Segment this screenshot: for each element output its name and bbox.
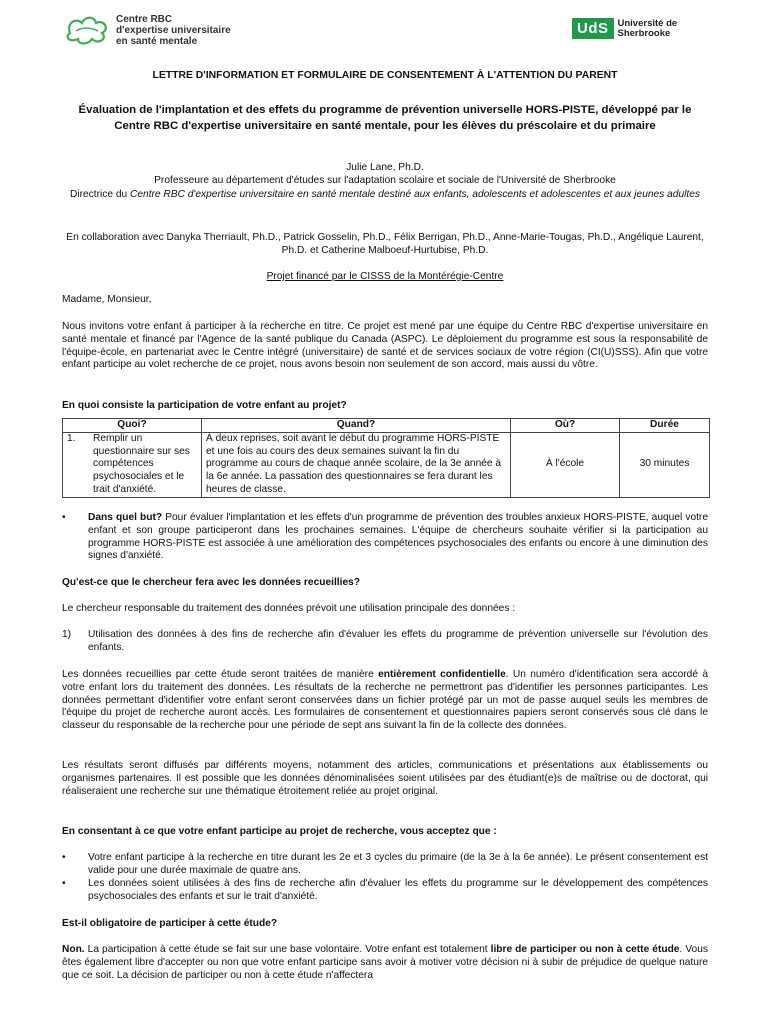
- voluntary-text-b: . Vous êtes également libre d'accepter ou non que votre enfant participe sans avoir à motiver votre décision ni à subir de préjudice de quelque nature que ce soit. La décision de participer ou non à cette étude n'affectera: [62, 944, 708, 981]
- bullet-icon: •: [62, 852, 66, 863]
- section3-heading: En consentant à ce que votre enfant participe au projet de recherche, vous acceptez que :: [62, 826, 497, 837]
- rbc-logo-text: [116, 14, 231, 47]
- uds-logo: [572, 18, 677, 39]
- confidentiality-paragraph: [62, 669, 708, 733]
- participation-table: [62, 418, 710, 498]
- funding-line: Projet financé par le CISSS de la Montérégie-Centre: [266, 271, 504, 282]
- confidentiality-text-b: . Un numéro d'identification sera accordé à votre enfant lors du traitement des données. Les résultats de la recherche ne permettront pas d'identifier les personnes participantes. Les données permettant d'identifier votre enfant seront conservées dans un fichier protégé par un mot de passe auquel seuls les membres de l'équipe du projet de recherche auront accès. Les formulaires de consentement et questionnaires papiers seront conservés sous clé dans le classeur du responsable de la recherche pour une période de sept ans suivant la fin de la collecte des données.: [62, 669, 708, 732]
- bullet-icon: •: [62, 878, 66, 889]
- bullet-icon: •: [62, 512, 66, 523]
- cell-duration: [620, 432, 710, 497]
- usage-item-text: Utilisation des données à des fins de recherche afin d'évaluer les effets du programme de prévention universelle sur l'évolution des enfants.: [88, 629, 708, 653]
- why-bullet: [62, 512, 708, 563]
- what-text: Remplir un questionnaire sur ses compétences psychosociales et le trait d'anxiété.: [93, 432, 190, 495]
- uds-badge: UdS: [572, 18, 614, 39]
- directorship-prefix: Directrice du: [70, 188, 131, 200]
- directorship-centre: Centre RBC d'expertise universitaire en santé mentale destiné aux enfants, adolescents et adolescentes et aux jeunes adultes: [130, 188, 700, 200]
- uds-line-2: Sherbrooke: [617, 27, 671, 39]
- author-name: Julie Lane, Ph.D.: [346, 162, 424, 173]
- row-number: 1.: [67, 432, 76, 444]
- section2-intro: Le chercheur responsable du traitement des données prévoit une utilisation principale des données :: [62, 603, 516, 614]
- rbc-line-3: en santé mentale: [116, 35, 198, 47]
- duration-text: 30 minutes: [639, 458, 690, 470]
- voluntary-bold: libre de participer ou non à cette étude: [490, 944, 680, 955]
- author-role: Professeure au département d'études sur l'adaptation scolaire et sociale de l'Université de Sherbrooke: [154, 175, 616, 187]
- th-what: Quoi?: [63, 419, 202, 433]
- consent-bullet-1: [62, 852, 708, 878]
- table-row: [63, 432, 710, 497]
- author-directorship: [62, 188, 708, 201]
- th-duration: Durée: [620, 419, 710, 433]
- voluntary-paragraph: [62, 944, 708, 982]
- usage-item: [62, 629, 708, 655]
- item-number: 1): [62, 629, 72, 640]
- consent-bullet-2: [62, 878, 708, 904]
- cell-what: [63, 432, 202, 497]
- uds-logo-text: [618, 19, 678, 39]
- when-text: À deux reprises, soit avant le début du programme HORS-PISTE et une fois au cours des deux semaines suivant la fin du programme au cours de chaque année scolaire, de la 3e année à la 6e année. La passation des questionnaires se fera durant les heures de classe.: [206, 432, 502, 495]
- section4-heading: Est-il obligatoire de participer à cette étude?: [62, 918, 278, 929]
- confidentiality-text-a: Les données recueillies par cette étude seront traitées de manière: [62, 669, 379, 680]
- rbc-logo: [64, 12, 231, 48]
- why-label: Dans quel but?: [88, 512, 163, 523]
- uds-line-1: Université de: [617, 17, 678, 29]
- th-where: Où?: [511, 419, 620, 433]
- rbc-line-2: d'expertise universitaire: [116, 24, 231, 36]
- confidentiality-bold: entièrement confidentielle: [378, 669, 506, 680]
- author-block: [62, 161, 708, 201]
- section2-heading: Qu'est-ce que le chercheur fera avec les données recueillies?: [62, 577, 360, 588]
- th-when: Quand?: [202, 419, 511, 433]
- document-title: LETTRE D'INFORMATION ET FORMULAIRE DE CONSENTEMENT À L'ATTENTION DU PARENT: [152, 70, 618, 81]
- why-text: Pour évaluer l'implantation et les effets d'un programme de prévention des troubles anxieux HORS-PISTE, auquel votre enfant et son groupe participeront dans les prochaines semaines. L'équipe de chercheurs souhaite vérifier si la participation au programme HORS-PISTE est associée à une amélioration des compétences psychosociales des enfants ou encore à une diminution des signes d'anxiété.: [88, 512, 708, 562]
- where-text: À l'école: [545, 458, 585, 470]
- greeting: Madame, Monsieur,: [62, 294, 152, 305]
- no-label: Non.: [62, 944, 85, 955]
- intro-paragraph: Nous invitons votre enfant à participer à la recherche en titre. Ce projet est mené par une équipe du Centre RBC d'expertise universitaire en santé mentale et financé par l'Agence de la santé publique du Canada (ASPC). Le déploiement du programme est sous la responsabilité de l'équipe-école, en partenariat avec le Centre intégré (universitaire) de santé et de services sociaux de votre région (CI(U)SSS). Afin que votre enfant participe au volet recherche de ce projet, nous avons besoin non seulement de son accord, mais aussi du vôtre.: [62, 321, 708, 371]
- cell-where: [511, 432, 620, 497]
- cell-when: [202, 432, 511, 497]
- leaf-logo-icon: [64, 13, 110, 47]
- consent-bullet-2-text: Les données soient utilisées à des fins de recherche afin d'évaluer les effets du programme sur le développement des compétences psychosociales des enfants et sur le trait d'anxiété.: [88, 878, 708, 902]
- section1-heading: En quoi consiste la participation de votre enfant au projet?: [62, 400, 347, 411]
- dissemination-paragraph: Les résultats seront diffusés par différents moyens, notamment des articles, communications et présentations aux établissements ou organismes partenaires. Il est possible que les données dénominalisées soient utilisées par des étudiant(e)s de maîtrise ou de doctorat, qui réaliseraient une recherche sur une thématique étroitement reliée au projet original.: [62, 760, 708, 797]
- collaboration-text: En collaboration avec Danyka Therriault, Ph.D., Patrick Gosselin, Ph.D., Félix Berrigan, Ph.D., Anne-Marie-Tougas, Ph.D., Angélique Laurent, Ph.D. et Catherine Malboeuf-Hurtubise, Ph.D.: [66, 232, 704, 257]
- rbc-line-1: Centre RBC: [116, 13, 173, 25]
- voluntary-text-a: La participation à cette étude se fait sur une base volontaire. Votre enfant est totalement: [84, 944, 491, 955]
- study-title: Évaluation de l'implantation et des effets du programme de prévention universelle HORS-PISTE, développé par le Centre RBC d'expertise universitaire en santé mentale, pour les élèves du préscolaire et du primaire: [78, 104, 692, 132]
- consent-bullet-1-text: Votre enfant participe à la recherche en titre durant les 2e et 3 cycles du primaire (de la 3e à la 6e année). Le présent consentement est valide pour une durée maximale de quatre ans.: [88, 852, 708, 876]
